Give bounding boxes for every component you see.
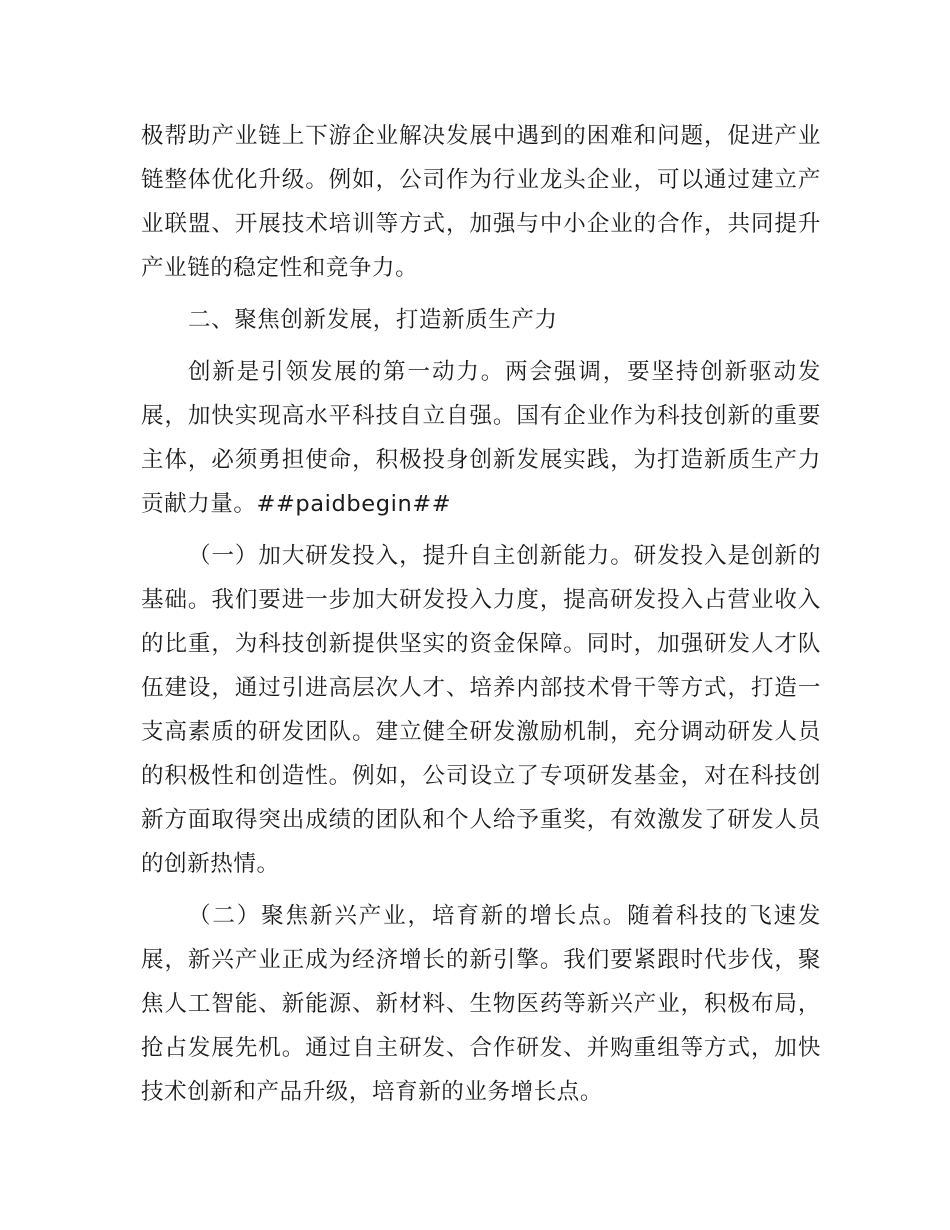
paragraph-emerging-industries: （二）聚焦新兴产业，培育新的增长点。随着科技的飞速发展，新兴产业正成为经济增长的新引擎。我们要紧跟时代步伐，聚焦人工智能、新能源、新材料、生物医药等新兴产业，积极布局，抢占发展先机。通过自主研发、合作研发、并购重组等方式，加快技术创新和产品升级，培育新的业务增长点。 [141, 903, 821, 1105]
paragraph-innovation-intro: 创新是引领发展的第一动力。两会强调，要坚持创新驱动发展，加快实现高水平科技自立自强。国有企业作为科技创新的重要主体，必须勇担使命，积极投身创新发展实践，为打造新质生产力贡献力量。##paidbegin## [141, 359, 821, 517]
section-heading: 二、聚焦创新发展，打造新质生产力 [188, 307, 558, 333]
document-page [141, 114, 821, 1114]
paragraph-continuation: 极帮助产业链上下游企业解决发展中遇到的困难和问题，促进产业链整体优化升级。例如，公司作为行业龙头企业，可以通过建立产业联盟、开展技术培训等方式，加强与中小企业的合作，共同提升产业链的稳定性和竞争力。 [141, 123, 821, 281]
paragraph-rd-investment: （一）加大研发投入，提升自主创新能力。研发投入是创新的基础。我们要进一步加大研发投入力度，提高研发投入占营业收入的比重，为科技创新提供坚实的资金保障。同时，加强研发人才队伍建设，通过引进高层次人才、培养内部技术骨干等方式，打造一支高素质的研发团队。建立健全研发激励机制，充分调动研发人员的积极性和创造性。例如，公司设立了专项研发基金，对在科技创新方面取得突出成绩的团队和个人给予重奖，有效激发了研发人员的创新热情。 [141, 543, 821, 877]
